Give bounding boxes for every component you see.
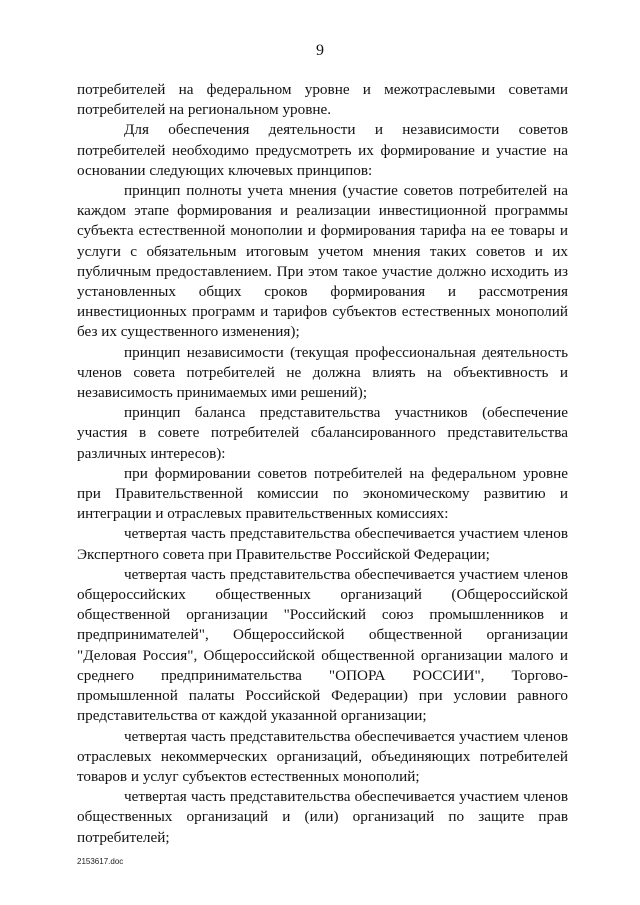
paragraph: принцип независимости (текущая профессиональная деятельность членов совета потребителей не должна влиять на объективность и независимость принимаемых ими решений); [77, 343, 568, 402]
paragraph: принцип баланса представительства участников (обеспечение участия в совете потребителей сбалансированного представительства различных интересов): [77, 404, 568, 462]
paragraph: Для обеспечения деятельности и независимости советов потребителей необходимо предусмотреть их формирование и участие на основании следующих ключевых принципов: [77, 121, 568, 179]
paragraph: четвертая часть представительства обеспечивается участием членов общественных организаций и (или) организаций по защите прав потребителей; [77, 788, 568, 846]
paragraph: потребителей на федеральном уровне и межотраслевыми советами потребителей на региональном уровне. [77, 81, 568, 119]
document-body [77, 80, 568, 848]
paragraph: четвертая часть представительства обеспечивается участием членов общероссийских общественных организаций (Общероссийской общественной организации "Российский союз промышленников и предпринимателей", Общероссийской общественной организации "Деловая Россия", Общероссийской общественной организации малого и среднего предпринимательства "ОПОРА РОССИИ", Торгово-промышленной палаты Российской Федерации) при условии равного представительства от каждой указанной организации; [77, 565, 568, 725]
paragraph: четвертая часть представительства обеспечивается участием членов Экспертного совета при Правительстве Российской Федерации; [77, 525, 568, 563]
paragraph: четвертая часть представительства обеспечивается участием членов отраслевых некоммерческих организаций, объединяющих потребителей товаров и услуг субъектов естественных монополий; [77, 727, 568, 785]
page-number: 9 [316, 42, 324, 59]
file-name-footer: 2153617.doc [77, 857, 124, 866]
paragraph: при формировании советов потребителей на федеральном уровне при Правительственной комиссии по экономическому развитию и интеграции и отраслевых правительственных комиссиях: [77, 464, 568, 523]
paragraph: принцип полноты учета мнения (участие советов потребителей на каждом этапе формирования и реализации инвестиционной программы субъекта естественной монополии и формирования тарифа на ее товары и услуги с обязательным итоговым учетом мнения таких советов и их публичным предоставлением. При этом такое участие должно исходить из установленных общих сроков формирования и рассмотрения инвестиционных программ и тарифов субъектов естественных монополий без их существенного изменения); [77, 182, 568, 341]
